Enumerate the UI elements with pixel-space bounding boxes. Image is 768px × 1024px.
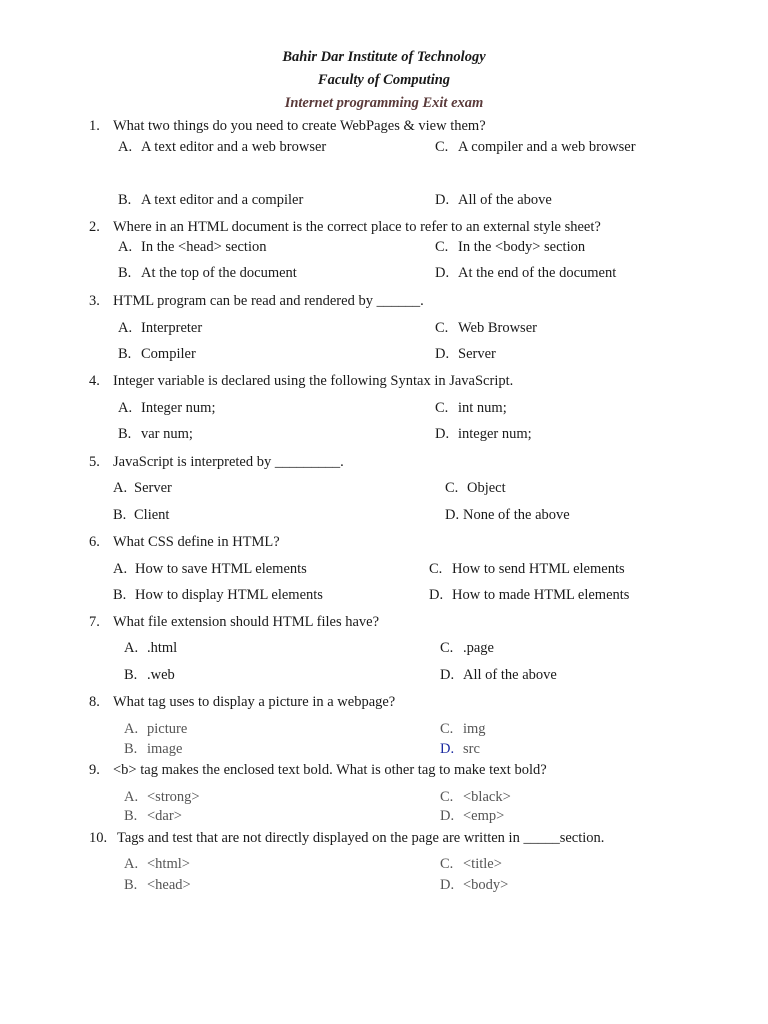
option-text-c: <title> [463,856,502,872]
option-text-c: img [463,721,486,737]
option-letter-d: D. [440,808,455,824]
option-text-b: Client [134,507,170,523]
question-text: JavaScript is interpreted by _________. [113,454,344,470]
option-letter-a: A. [124,640,139,656]
option-text-a: <html> [147,856,190,872]
option-text-c: A compiler and a web browser [458,139,636,155]
question-text: <b> tag makes the enclosed text bold. What is other tag to make text bold? [113,762,547,778]
option-text-a: Interpreter [141,320,203,336]
option-text-a: A text editor and a web browser [141,139,327,155]
option-text-a: In the <head> section [141,239,267,255]
option-text-b: A text editor and a compiler [141,192,304,208]
question-text: What file extension should HTML files have? [113,614,380,630]
option-text-b: How to display HTML elements [135,587,323,603]
option-text-a: Integer num; [141,400,216,416]
question-text: What CSS define in HTML? [113,534,280,550]
option-text-b: image [147,741,183,757]
question-number: 2. [89,219,100,235]
option-letter-d: D. [445,507,460,523]
option-letter-b: B. [118,265,132,281]
option-letter-b: B. [113,507,127,523]
option-letter-d: D. [435,192,450,208]
option-letter-b: B. [118,346,132,362]
option-text-d: integer num; [458,426,532,442]
question-number: 8. [89,694,100,710]
question-number: 9. [89,762,100,778]
option-text-c: .page [463,640,494,656]
option-text-d: How to made HTML elements [452,587,630,603]
question-text: What tag uses to display a picture in a webpage? [113,694,396,710]
question-number: 6. [89,534,100,550]
option-letter-b: B. [124,741,138,757]
option-letter-c: C. [429,561,443,577]
option-letter-b: B. [118,192,132,208]
option-text-a: <strong> [147,789,200,805]
option-letter-c: C. [440,789,454,805]
option-letter-c: C. [440,721,454,737]
option-letter-d: D. [440,667,455,683]
option-letter-c: C. [435,400,449,416]
option-letter-b: B. [124,667,138,683]
option-letter-d: D. [435,265,450,281]
option-letter-c: C. [440,640,454,656]
option-text-c: In the <body> section [458,239,586,255]
option-letter-a: A. [118,139,133,155]
option-letter-d: D. [440,741,455,757]
option-letter-c: C. [445,480,459,496]
option-text-c: int num; [458,400,507,416]
option-text-d: src [463,741,480,757]
exam-title: Internet programming Exit exam [284,95,484,111]
question-number: 10. [89,830,108,846]
option-letter-c: C. [435,320,449,336]
option-text-d: <body> [463,877,509,893]
question-text: Integer variable is declared using the following Syntax in JavaScript. [113,373,514,389]
option-text-c: Object [467,480,506,496]
option-letter-b: B. [124,808,138,824]
question-number: 1. [89,118,100,134]
question-number: 4. [89,373,100,389]
option-letter-d: D. [440,877,455,893]
question-text: Tags and test that are not directly displayed on the page are written in _____section. [117,830,605,846]
option-text-d: All of the above [463,667,557,683]
option-letter-b: B. [124,877,138,893]
option-text-d: <emp> [463,808,505,824]
option-text-a: picture [147,721,188,737]
option-letter-d: D. [429,587,444,603]
option-text-a: Server [134,480,172,496]
option-text-d: All of the above [458,192,552,208]
option-letter-d: D. [435,346,450,362]
option-text-b: var num; [141,426,193,442]
option-letter-a: A. [113,561,128,577]
question-number: 7. [89,614,100,630]
option-letter-c: C. [435,239,449,255]
question-text: HTML program can be read and rendered by ______. [113,293,424,309]
option-letter-a: A. [124,789,139,805]
option-letter-a: A. [118,320,133,336]
option-text-b: Compiler [141,346,196,362]
faculty-title: Faculty of Computing [317,72,451,88]
option-letter-a: A. [118,400,133,416]
option-letter-b: B. [113,587,127,603]
option-letter-d: D. [435,426,450,442]
option-letter-a: A. [124,721,139,737]
option-text-a: .html [147,640,178,656]
option-text-b: At the top of the document [141,265,297,281]
option-text-d: At the end of the document [458,265,617,281]
option-letter-a: A. [124,856,139,872]
question-text: Where in an HTML document is the correct place to refer to an external style sheet? [113,219,601,235]
option-text-d: Server [458,346,496,362]
option-letter-c: C. [440,856,454,872]
institute-title: Bahir Dar Institute of Technology [282,49,486,65]
option-text-c: Web Browser [458,320,537,336]
option-text-d: None of the above [463,507,570,523]
question-number: 3. [89,293,100,309]
option-letter-a: A. [113,480,128,496]
option-letter-b: B. [118,426,132,442]
question-text: What two things do you need to create WebPages & view them? [113,118,486,134]
option-text-a: How to save HTML elements [135,561,307,577]
question-number: 5. [89,454,100,470]
option-letter-c: C. [435,139,449,155]
option-text-b: .web [147,667,175,683]
option-letter-a: A. [118,239,133,255]
option-text-c: <black> [463,789,511,805]
option-text-c: How to send HTML elements [452,561,625,577]
option-text-b: <head> [147,877,191,893]
option-text-b: <dar> [147,808,182,824]
